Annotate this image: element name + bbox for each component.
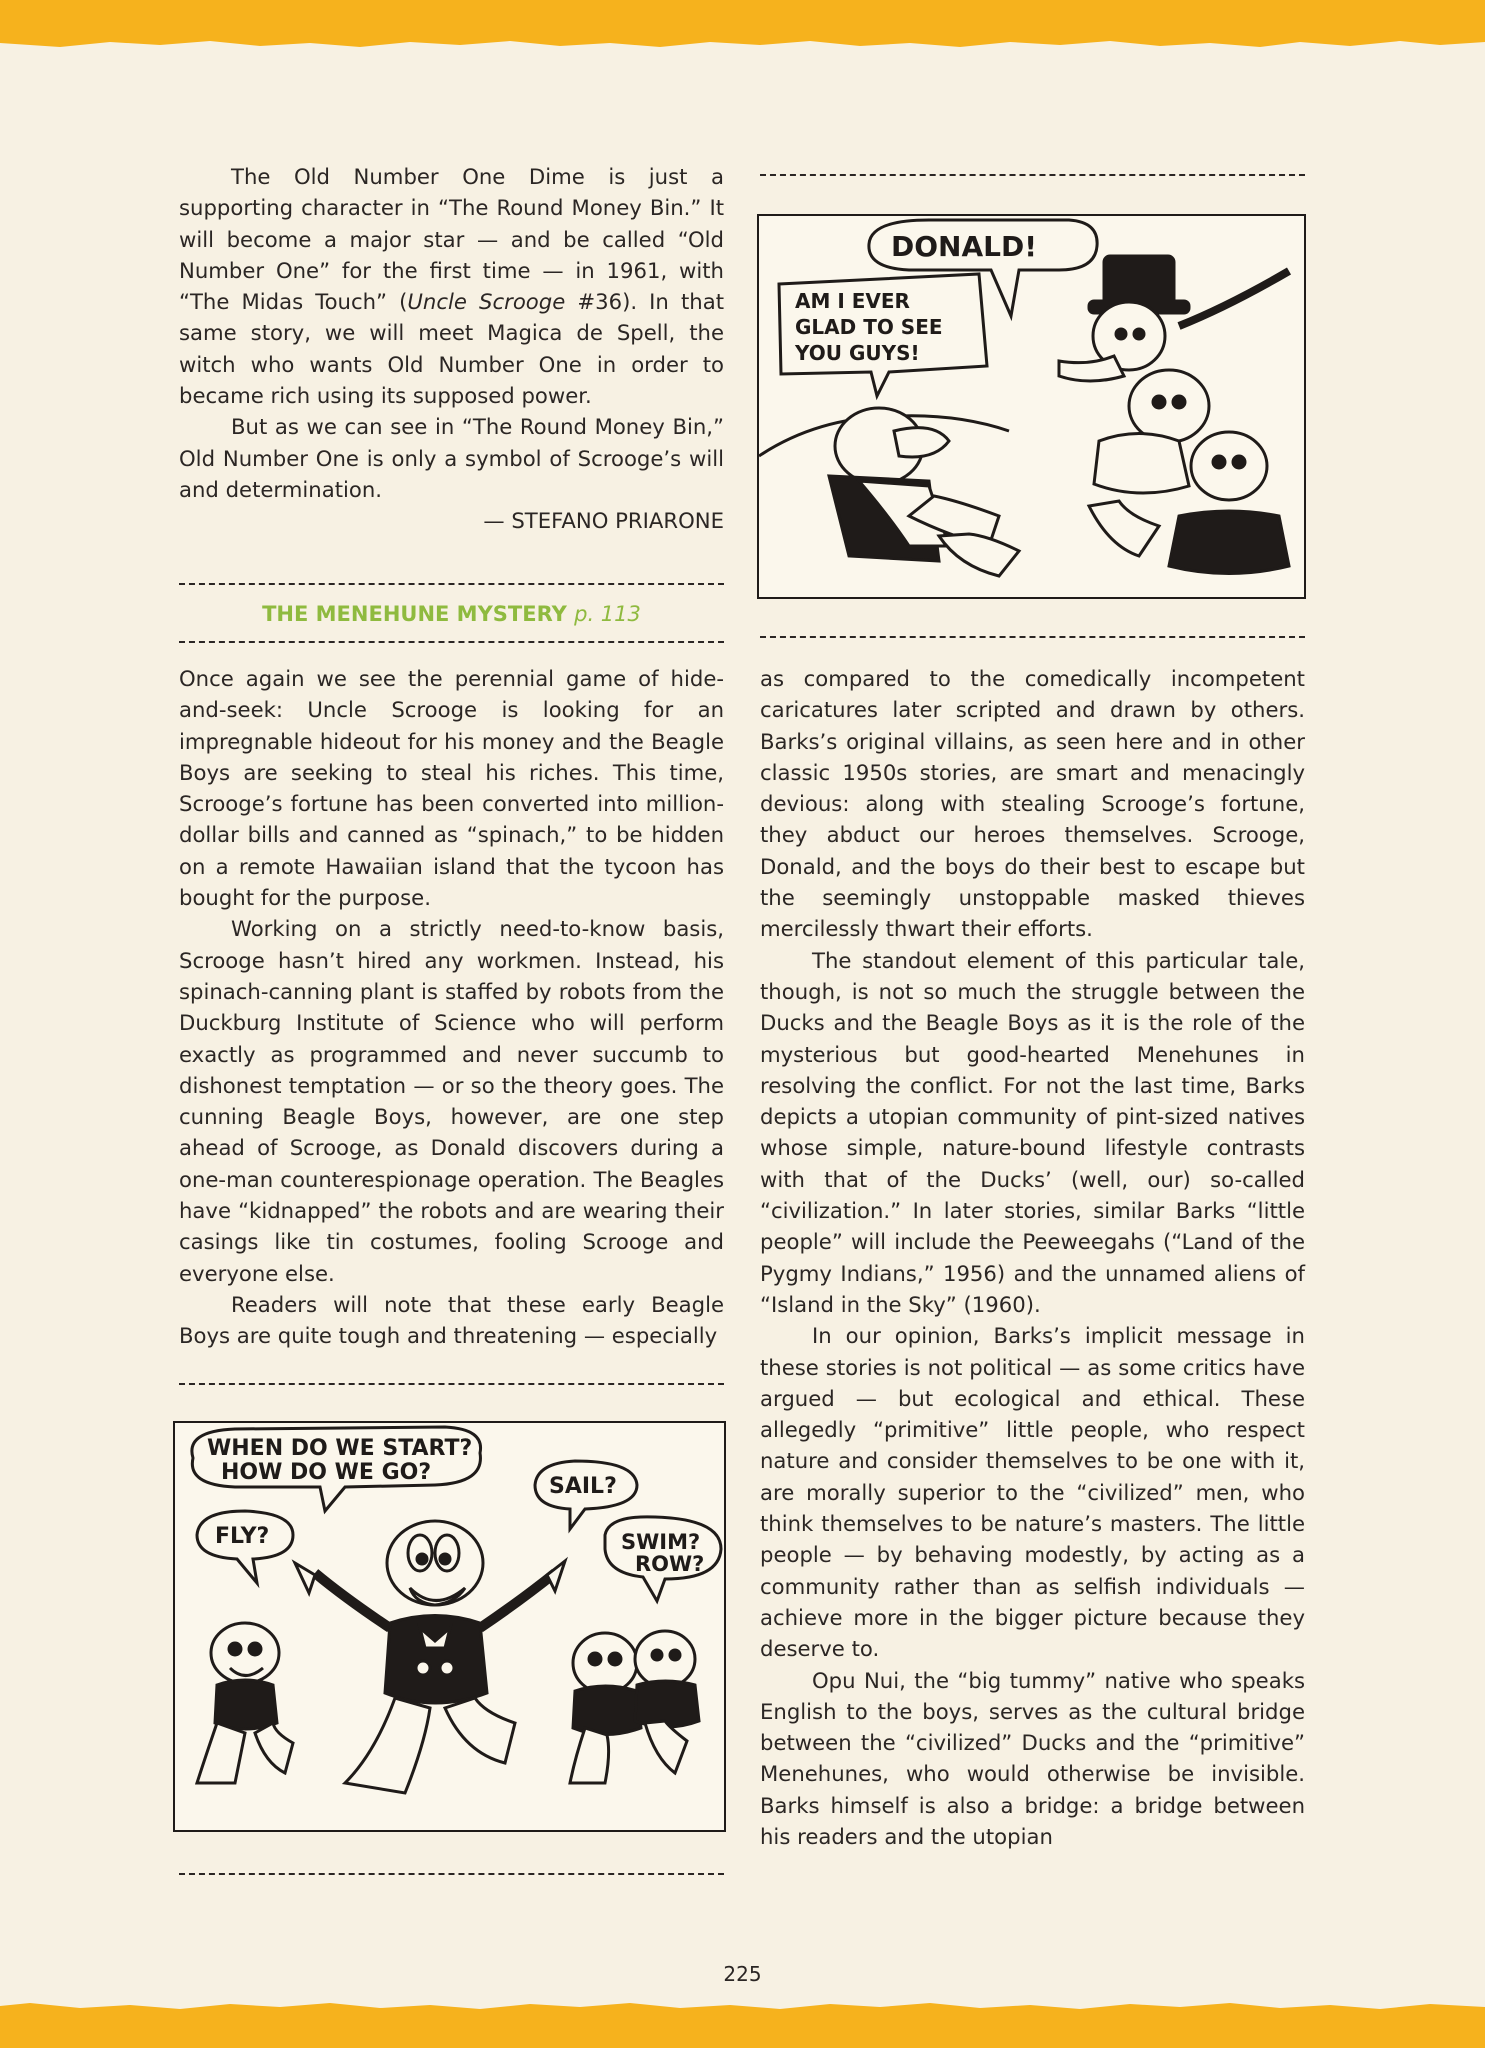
comic-illustration-top <box>759 216 1303 596</box>
scrooge-and-nephews-figure <box>1059 256 1289 574</box>
left-paragraph-1: Once again we see the perennial game of hide-and-seek: Uncle Scrooge is looking for an impregnable hideout for his money and the Beagle Boys are seeking to steal his riches. This time, Scrooge’s fortune has been converted into million-dollar bills and canned as “spinach,” to be hidden on a remote Hawaiian island that the tycoon has bought for the purpose. <box>179 666 724 911</box>
page-number: 225 <box>723 1962 762 1986</box>
divider <box>760 174 1305 176</box>
bottom-border <box>0 2010 1485 2048</box>
right-paragraph-4: Opu Nui, the “big tummy” native who speaks English to the boys, serves as the cultural bridge between the “civilized” Ducks and the “primitive” Menehunes, who would otherwise be invisible. Barks himself is also a bridge: a bridge between his readers and the utopian <box>760 1667 1305 1849</box>
section-header <box>179 583 724 643</box>
bubble-start-line-1: WHEN DO WE START? <box>207 1436 473 1461</box>
intro-text <box>179 161 724 537</box>
right-paragraph-1: as compared to the comedically incompetent caricatures later scripted and drawn by others. Barks’s original villains, as seen here and in other classic 1950s stories, are smart and menacingly devious: along with stealing Scrooge’s fortune, they abduct our heroes themselves. Scrooge, Donald, and the boys do their best to escape but the seemingly unstoppable masked thieves mercilessly thwart their efforts. <box>760 666 1305 942</box>
bubble-start-line-2: HOW DO WE GO? <box>221 1460 432 1485</box>
right-paragraph-2: The standout element of this particular tale, though, is not so much the struggle between the Ducks and the Beagle Boys as it is the role of the mysterious but good-hearted Menehunes in resolving the conflict. For not the last time, Barks depicts a utopian community of pint-sized natives whose simple, nature-bound lifestyle contrasts with that of the Ducks’ (well, our) so-called “civilization.” In later stories, similar Barks “little people” will include the Peeweegahs (“Land of the Pygmy Indians,” 1956) and the unnamed aliens of “Island in the Sky” (1960). <box>760 947 1305 1317</box>
author-signature: — STEFANO PRIARONE <box>483 508 724 534</box>
left-paragraph-2: Working on a strictly need-to-know basis, Scrooge hasn’t hired any workmen. Instead, his spinach-canning plant is staffed by robots from the Duckburg Institute of Science who will perform exactly as programmed and never succumb to dishonest temptation — or so the theory goes. The cunning Beagle Boys, however, are one step ahead of Scrooge, as Donald discovers during a one-man counterespionage operation. The Beagles have “kidnapped” the robots and are wearing their casings like tin costumes, fooling Scrooge and everyone else. <box>179 916 724 1286</box>
left-paragraph-3: Readers will note that these early Beagle Boys are quite tough and threatening — especially <box>179 1291 724 1349</box>
divider-wrap <box>179 1383 724 1385</box>
right-column-text <box>760 663 1305 1852</box>
bubble-glad-line-2: GLAD TO SEE <box>795 315 943 339</box>
nephew-left-figure <box>197 1623 293 1783</box>
donald-duck-figure <box>295 1521 565 1793</box>
comic-panel-bottom <box>173 1421 726 1832</box>
right-paragraph-3: In our opinion, Barks’s implicit message in these stories is not political — as some critics have argued — but ecological and ethical. These allegedly “primitive” little people, who respect nature and consider themselves to be one with it, are morally superior to the “civilized” men, who think themselves to be nature’s masters. The little people — by behaving modestly, by acting as a community rather than as selfish individuals — achieve more in the bigger picture because they deserve to. <box>760 1323 1305 1662</box>
comic-illustration-bottom <box>175 1423 723 1829</box>
divider-wrap <box>760 174 1305 176</box>
divider <box>179 1383 724 1385</box>
intro-paragraph-2: But as we can see in “The Round Money Bin,” Old Number One is only a symbol of Scrooge’s will and determination. <box>179 414 724 502</box>
bubble-glad-line-1: AM I EVER <box>795 289 910 313</box>
top-border <box>0 0 1485 40</box>
bubble-glad-line-3: YOU GUYS! <box>795 341 920 365</box>
intro-paragraph-1: The Old Number One Dime is just a supporting character in “The Round Money Bin.” It will become a major star — and be called “Old Number One” for the first time — in 1961, with “The Midas Touch” (Uncle Scrooge #36). In that same story, we will meet Magica de Spell, the witch who wants Old Number One in order to became rich using its supposed power. <box>179 164 724 409</box>
bubble-row: ROW? <box>635 1552 705 1576</box>
divider <box>760 636 1305 638</box>
bubble-swim: SWIM? <box>621 1530 701 1554</box>
sitting-donald-figure <box>759 408 1019 576</box>
bubble-sail: SAIL? <box>549 1474 617 1499</box>
divider <box>179 1873 724 1875</box>
section-title: THE MENEHUNE MYSTERY p. 113 <box>262 602 641 626</box>
bubble-donald: DONALD! <box>891 230 1038 263</box>
bubble-fly: FLY? <box>215 1524 270 1549</box>
divider <box>179 641 724 643</box>
divider-wrap <box>760 636 1305 638</box>
left-column-text <box>179 663 724 1352</box>
divider <box>179 583 724 585</box>
nephew-right-figures <box>570 1631 699 1783</box>
comic-panel-top <box>757 214 1306 599</box>
divider-wrap <box>179 1873 724 1875</box>
